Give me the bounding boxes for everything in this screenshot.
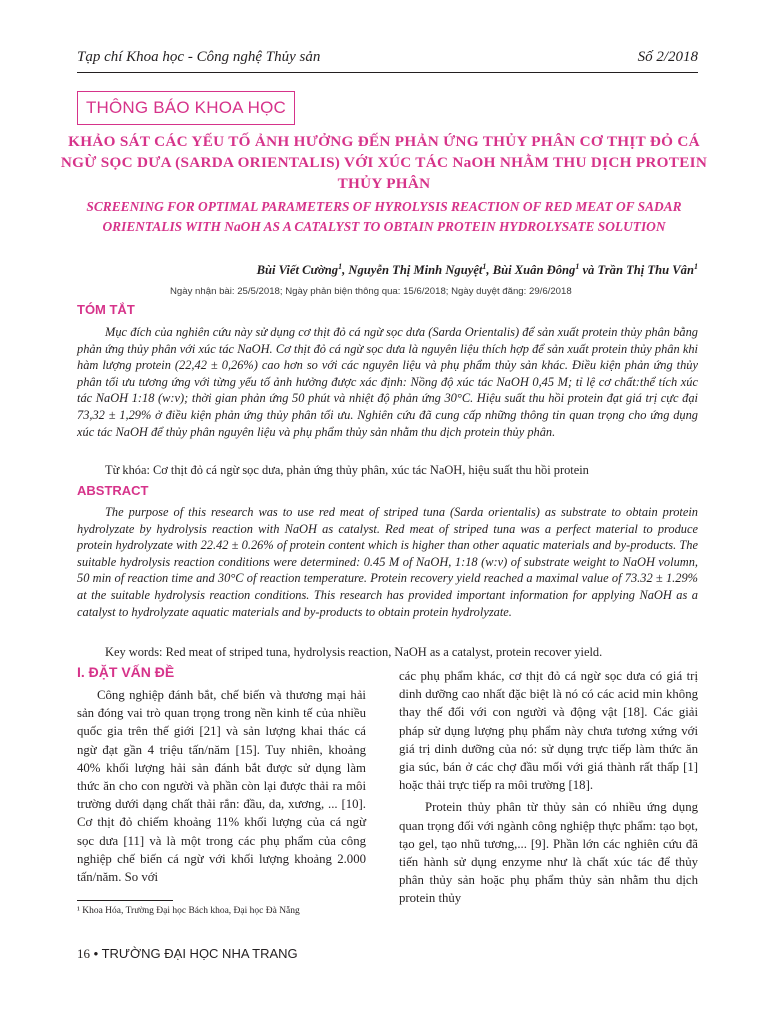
introduction-paragraph: các phụ phẩm khác, cơ thịt đỏ cá ngừ sọc dưa có giá trị dinh dưỡng cao nhất đặc biệt là nó có các acid min không thay thế đối với con người và động vật [18]. Các giải pháp sử dụng lượng phụ phẩm này chưa tương xứng với giá trị dinh dưỡng của nó: sử dụng trực tiếp làm thức ăn gia súc, bán ở các chợ đầu mối với giá thành rất thấp [1] hoặc thải trực tiếp ra môi trường [18]. — [399, 669, 698, 793]
footer-bullet: • — [93, 946, 99, 961]
header-divider — [77, 72, 698, 73]
keywords-english: Key words: Red meat of striped tuna, hydrolysis reaction, NaOH as a catalyst, protein recover yield. — [105, 645, 603, 659]
keywords-vietnamese: Từ khóa: Cơ thịt đỏ cá ngừ sọc dưa, phản ứng thủy phân, xúc tác NaOH, hiệu suất thu hồi protein — [105, 463, 589, 477]
author-affiliation-mark: 1 — [575, 262, 580, 271]
article-title-english: SCREENING FOR OPTIMAL PARAMETERS OF HYROLYSIS REACTION OF RED MEAT OF SADAR ORIENTALIS WITH NaOH AS A CATALYST TO OBTAIN PROTEIN HYDROLYSATE SOLUTION — [86, 199, 682, 234]
page-number: 16 — [77, 946, 90, 961]
footnote-divider — [77, 900, 173, 901]
abstract-body: The purpose of this research was to use red meat of striped tuna (Sarda orientalis) as substrate to obtain protein hydrolyzate by hydrolysis reaction with NaOH as catalyst. Red meat of striped tuna was a perfect material to produce protein hydrolyzate with 22.42 ± 0.26% of protein content which is higher than other aquatic materials and by-products. The suitable hydrolysis reaction conditions were determined: 0.45 M of NaOH, 1:18 (w:v) of substrate weight to NaOH volumn, 50 min of reaction time and 30°C of reaction temperature. Protein recovery yield reached a maximal value of 73.32 ± 1.29% at the suitable hydrolysis reaction conditions. This research has provided important information for applying NaOH as a catalyst to hydrolyzate aquatic materials and by-products to obtain protein hydrolyzate. — [77, 505, 698, 619]
author-name: Nguyễn Thị Minh Nguyệt — [348, 263, 483, 278]
summary-body-vietnamese: Mục đích của nghiên cứu này sử dụng cơ thịt đỏ cá ngừ sọc dưa (Sarda Orientalis) để sản xuất protein thủy phân bằng phản ứng thủy phân với xúc tác NaOH. Cơ thịt đỏ cá ngừ sọc dưa là nguyên liệu thích hợp để sản xuất protein thủy phân khi hàm lượng protein (22,42 ± 0,26%) cao hơn so với các nguyên liệu và phụ phẩm thủy sản khác. Điều kiện phản ứng thủy phân tối ưu tương ứng với từng yếu tố ảnh hưởng được xác định: Nồng độ xúc tác NaOH 0,45 M; tỉ lệ cơ chất:thể tích xúc tác NaOH 1:18 (w:v); thời gian phản ứng 50 phút và nhiệt độ phản ứng 30°C. Hiệu suất thu hồi protein đạt giá trị cực đại 73,32 ± 1,29% ở điều kiện phản ứng thủy phân tối ưu. Nghiên cứu đã cung cấp những thông tin quan trọng cho ứng dụng xúc tác NaOH để thủy phân nguyên liệu và phụ phẩm thủy sản nhằm thu dịch protein thủy phân. — [77, 325, 698, 439]
issue-number: Số 2/2018 — [637, 49, 698, 65]
introduction-heading: I. ĐẶT VẤN ĐỀ — [77, 664, 175, 680]
section-badge: THÔNG BÁO KHOA HỌC — [77, 91, 295, 125]
author-affiliation-mark: 1 — [694, 262, 698, 271]
author-list: Bùi Viết Cường$^1$, Nguyễn Thị Minh Nguyệt$^1$, Bùi Xuân Đông$^1$ và Trần Thị Thu Vân$^1$ — [256, 262, 698, 278]
affiliation-footnote: ¹ Khoa Hóa, Trường Đại học Bách khoa, Đại học Đà Nẵng — [77, 906, 300, 916]
article-title-vietnamese: KHẢO SÁT CÁC YẾU TỐ ẢNH HƯỞNG ĐẾN PHẢN ỨNG THỦY PHÂN CƠ THỊT ĐỎ CÁ NGỪ SỌC DƯA (SARDA ORIENTALIS) VỚI XÚC TÁC NaOH NHẰM THU DỊCH PROTEIN THỦY PHÂN — [60, 133, 708, 192]
introduction-paragraph: Protein thủy phân từ thủy sản có nhiều ứng dụng quan trọng đối với ngành công nghiệp thực phẩm: tạo bọt, tạo gel, tạo nhũ tương,... [9]. Phần lớn các nghiên cứu đã tiến hành sử dụng enzyme như là chất xúc tác để thủy phân thủy sản hoặc phụ phẩm thủy sản nhằm thu dịch protein thủy — [399, 800, 698, 906]
author-name: Bùi Viết Cường — [256, 263, 339, 278]
page-footer — [77, 946, 298, 962]
author-affiliation-mark: 1 — [482, 262, 487, 271]
abstract-heading: ABSTRACT — [77, 483, 149, 498]
author-name: Bùi Xuân Đông — [492, 263, 576, 278]
author-name: Trần Thị Thu Vân — [597, 263, 694, 278]
summary-heading-vietnamese: TÓM TẮT — [77, 302, 135, 317]
submission-dates: Ngày nhận bài: 25/5/2018; Ngày phản biện thông qua: 15/6/2018; Ngày duyệt đăng: 29/6/2018 — [170, 286, 572, 297]
introduction-left-column: Công nghiệp đánh bắt, chế biến và thương mại hải sản đóng vai trò quan trọng trong nền kinh tế của nhiều quốc gia trên thế giới [21] và sản lượng khai thác cá ngừ đạt gần 4 triệu tấn/năm [15]. Tuy nhiên, khoảng 40% khối lượng hải sản đánh bắt được sử dụng làm thức ăn cho con người và phần còn lại được thải ra môi trường dưới dạng chất thải rắn: đầu, da, xương, ... [10]. Cơ thịt đỏ chiếm khoảng 11% khối lượng của cá ngừ sọc dưa [11] và là một trong các phụ phẩm của công nghiệp chế biến cá ngừ với khối lượng khoảng 2.000 tấn/năm. So với — [77, 688, 366, 885]
journal-title: Tạp chí Khoa học - Công nghệ Thủy sản — [77, 49, 321, 65]
author-conjunction: và — [582, 263, 595, 278]
author-affiliation-mark: 1 — [338, 262, 343, 271]
footer-school-name: TRƯỜNG ĐẠI HỌC NHA TRANG — [101, 946, 298, 961]
introduction-right-column — [399, 667, 698, 908]
